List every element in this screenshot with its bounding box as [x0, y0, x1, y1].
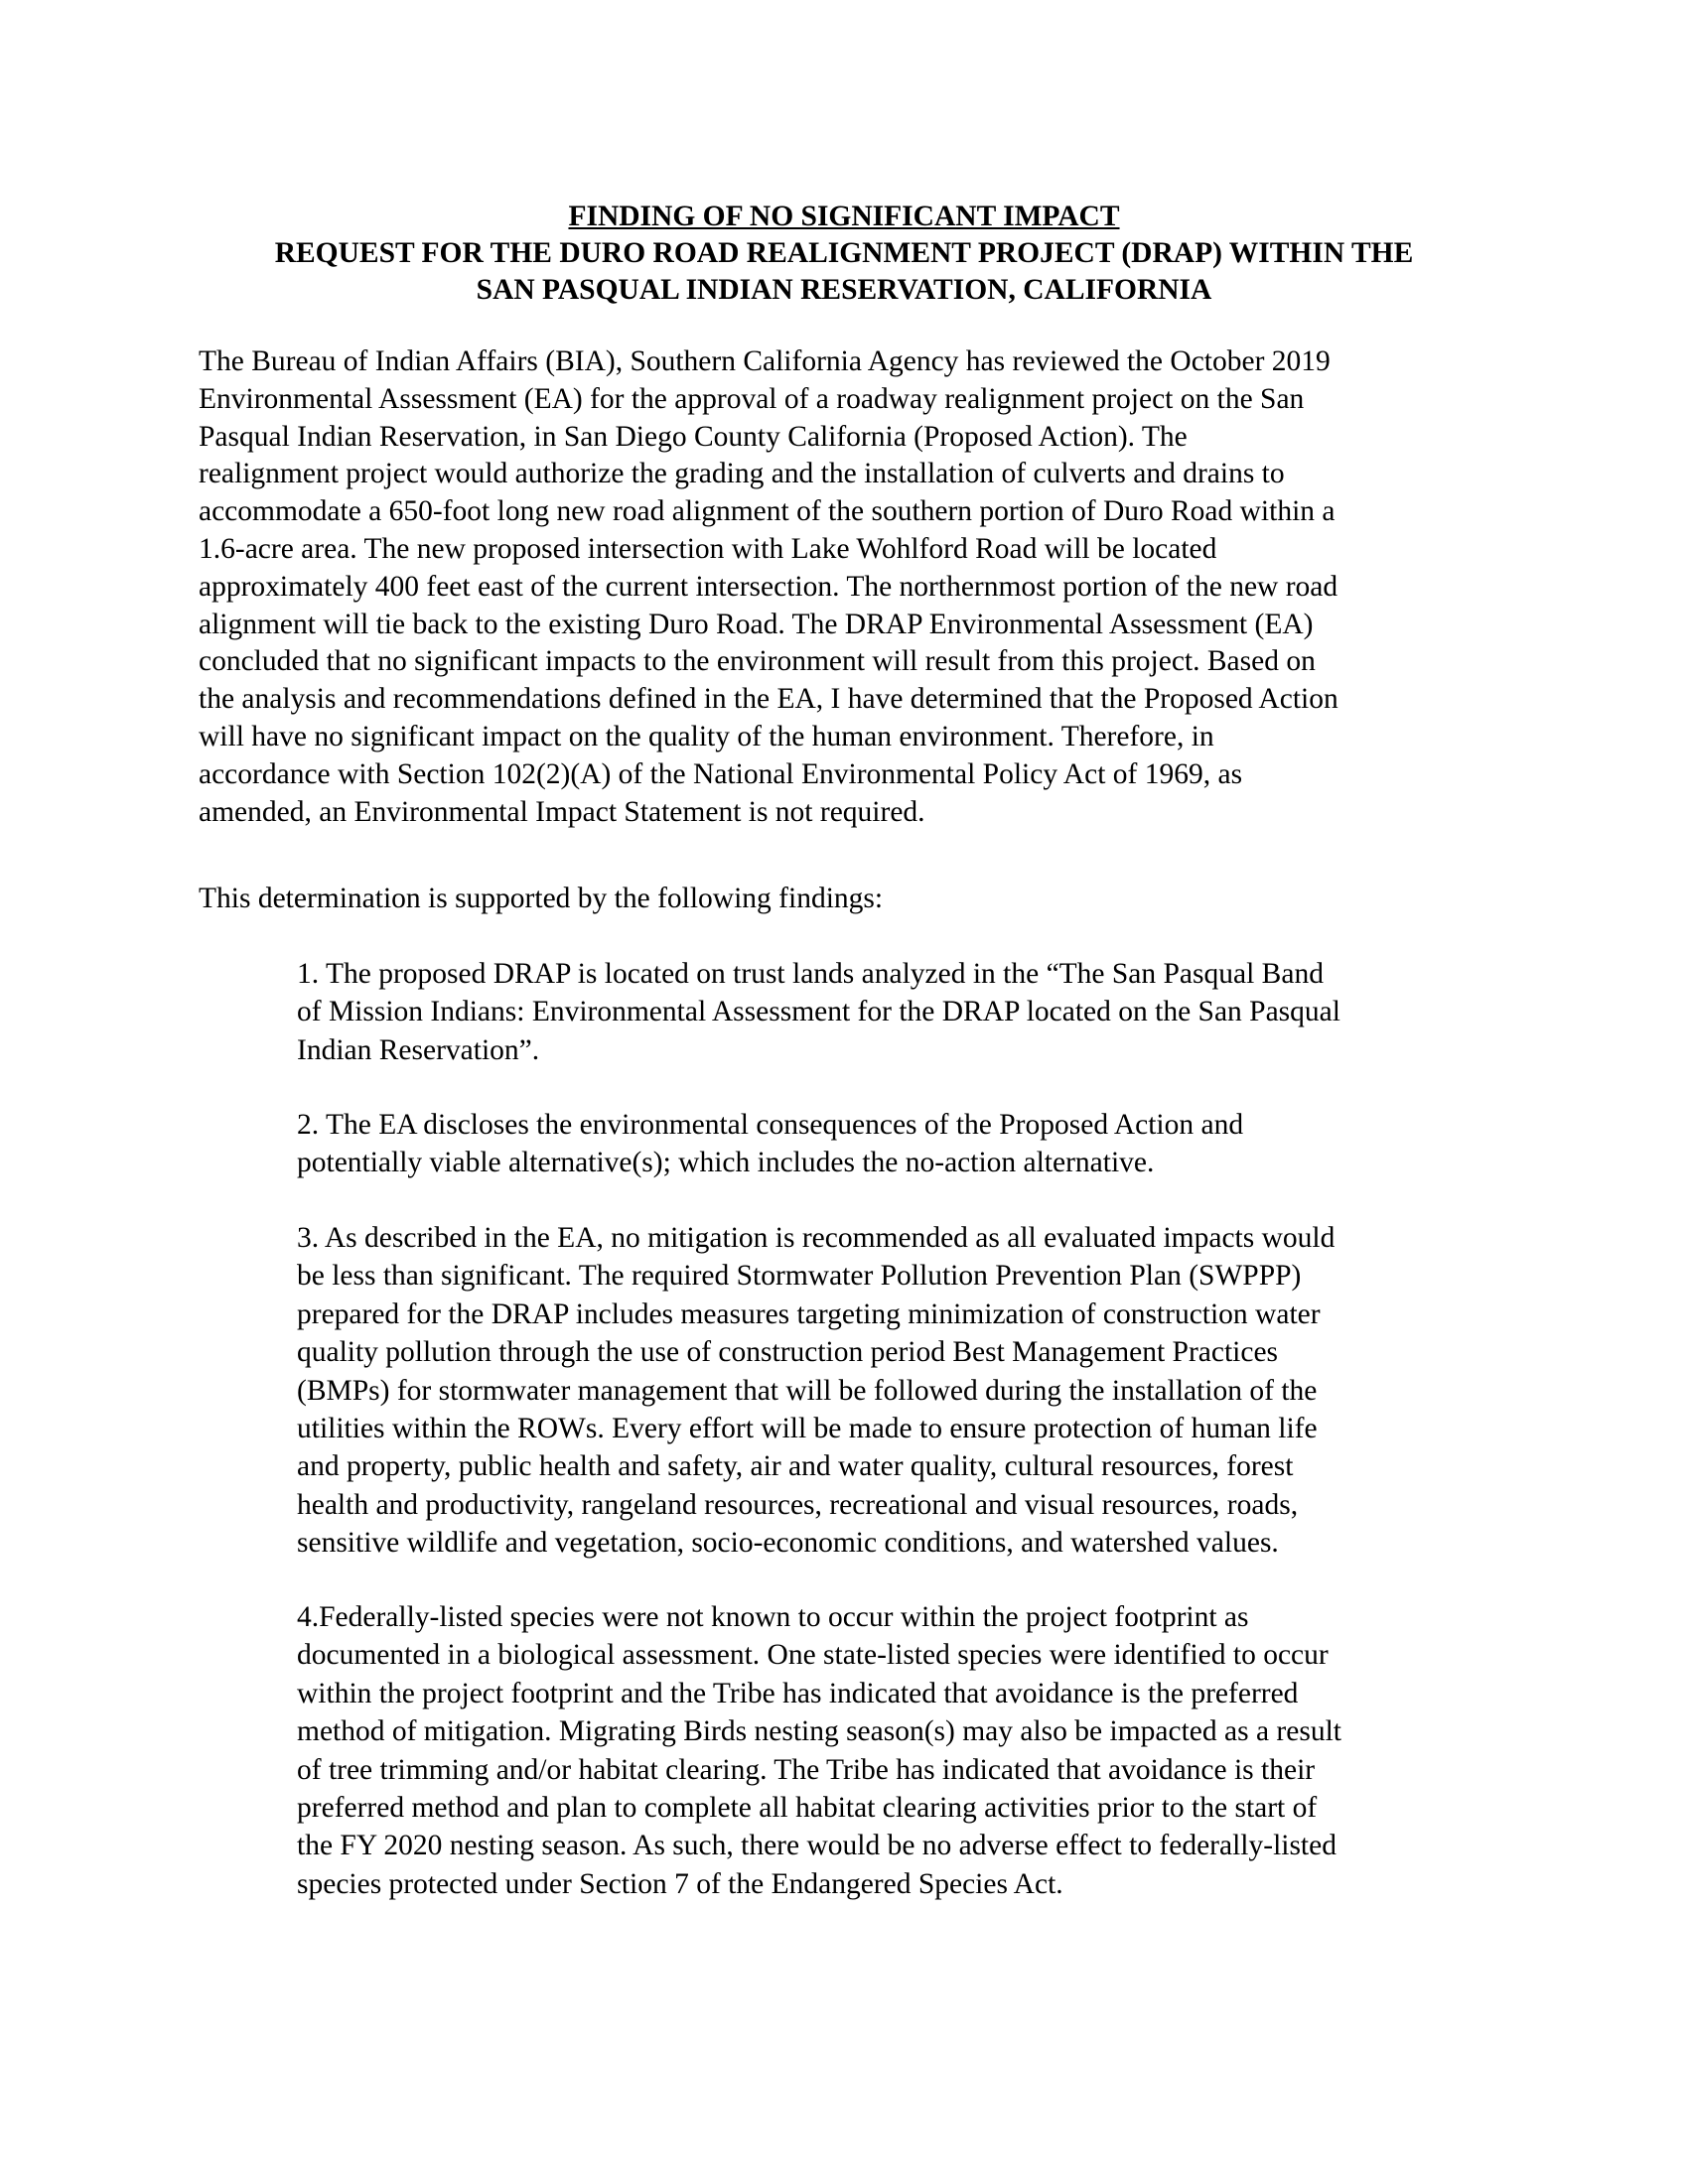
intro-line: amended, an Environmental Impact Statement is not required.	[199, 795, 925, 828]
document-subtitle-line-1: REQUEST FOR THE DURO ROAD REALIGNMENT PROJECT (DRAP) WITHIN THE	[274, 237, 1414, 269]
intro-line: approximately 400 feet east of the current intersection. The northernmost portion of the new road	[199, 570, 1338, 603]
finding-line: 4.Federally-listed species were not known to occur within the project footprint as	[297, 1601, 1249, 1633]
intro-line: realignment project would authorize the grading and the installation of culverts and drains to	[199, 458, 1285, 490]
finding-line: be less than significant. The required Stormwater Pollution Prevention Plan (SWPPP)	[297, 1260, 1302, 1293]
finding-line: of tree trimming and/or habitat clearing. The Tribe has indicated that avoidance is their	[297, 1753, 1316, 1786]
finding-line: of Mission Indians: Environmental Assessment for the DRAP located on the San Pasqual	[297, 996, 1340, 1028]
finding-4	[297, 1598, 1488, 1903]
finding-3	[297, 1219, 1488, 1563]
finding-line: the FY 2020 nesting season. As such, there would be no adverse effect to federally-listed	[297, 1830, 1336, 1862]
finding-line: health and productivity, rangeland resources, recreational and visual resources, roads,	[297, 1488, 1299, 1521]
finding-line: 2. The EA discloses the environmental consequences of the Proposed Action and	[297, 1109, 1244, 1141]
finding-2	[297, 1106, 1488, 1182]
finding-line: within the project footprint and the Tribe has indicated that avoidance is the preferred	[297, 1677, 1299, 1709]
intro-line: accordance with Section 102(2)(A) of the National Environmental Policy Act of 1969, as	[199, 757, 1243, 790]
finding-line: Indian Reservation”.	[297, 1033, 540, 1066]
intro-line: concluded that no significant impacts to the environment will result from this project. Based on	[199, 645, 1316, 678]
findings-lead: This determination is supported by the following findings:	[199, 883, 884, 914]
intro-paragraph	[199, 343, 1489, 831]
intro-line: the analysis and recommendations defined in the EA, I have determined that the Proposed Action	[199, 683, 1338, 716]
intro-line: accommodate a 650-foot long new road alignment of the southern portion of Duro Road within a	[199, 495, 1336, 528]
finding-line: utilities within the ROWs. Every effort will be made to ensure protection of human life	[297, 1413, 1318, 1445]
title-block	[199, 199, 1489, 309]
finding-line: and property, public health and safety, air and water quality, cultural resources, forest	[297, 1450, 1294, 1483]
intro-line: The Bureau of Indian Affairs (BIA), Southern California Agency has reviewed the October 2019	[199, 345, 1331, 377]
finding-line: method of mitigation. Migrating Birds nesting season(s) may also be impacted as a result	[297, 1715, 1341, 1748]
finding-line: 1. The proposed DRAP is located on trust lands analyzed in the “The San Pasqual Band	[297, 958, 1324, 990]
intro-line: 1.6-acre area. The new proposed intersection with Lake Wohlford Road will be located	[199, 532, 1217, 565]
finding-line: sensitive wildlife and vegetation, socio-economic conditions, and watershed values.	[297, 1527, 1279, 1560]
finding-line: quality pollution through the use of construction period Best Management Practices	[297, 1336, 1279, 1369]
intro-line: Environmental Assessment (EA) for the approval of a roadway realignment project on the San	[199, 382, 1305, 415]
intro-line: Pasqual Indian Reservation, in San Diego County California (Proposed Action). The	[199, 420, 1188, 453]
finding-line: preferred method and plan to complete all habitat clearing activities prior to the start of	[297, 1792, 1318, 1825]
intro-line: alignment will tie back to the existing Duro Road. The DRAP Environmental Assessment (EA)	[199, 608, 1314, 640]
finding-line: (BMPs) for stormwater management that will be followed during the installation of the	[297, 1374, 1318, 1407]
finding-line: potentially viable alternative(s); which includes the no-action alternative.	[297, 1147, 1155, 1179]
finding-1	[297, 955, 1488, 1069]
finding-line: prepared for the DRAP includes measures targeting minimization of construction water	[297, 1297, 1321, 1330]
intro-line: will have no significant impact on the quality of the human environment. Therefore, in	[199, 720, 1214, 752]
finding-line: species protected under Section 7 of the Endangered Species Act.	[297, 1867, 1063, 1900]
document-subtitle-line-2: SAN PASQUAL INDIAN RESERVATION, CALIFORNIA	[476, 274, 1212, 306]
finding-line: 3. As described in the EA, no mitigation is recommended as all evaluated impacts would	[297, 1222, 1336, 1254]
document-title: FINDING OF NO SIGNIFICANT IMPACT	[568, 201, 1120, 232]
finding-line: documented in a biological assessment. One state-listed species were identified to occur	[297, 1639, 1329, 1672]
